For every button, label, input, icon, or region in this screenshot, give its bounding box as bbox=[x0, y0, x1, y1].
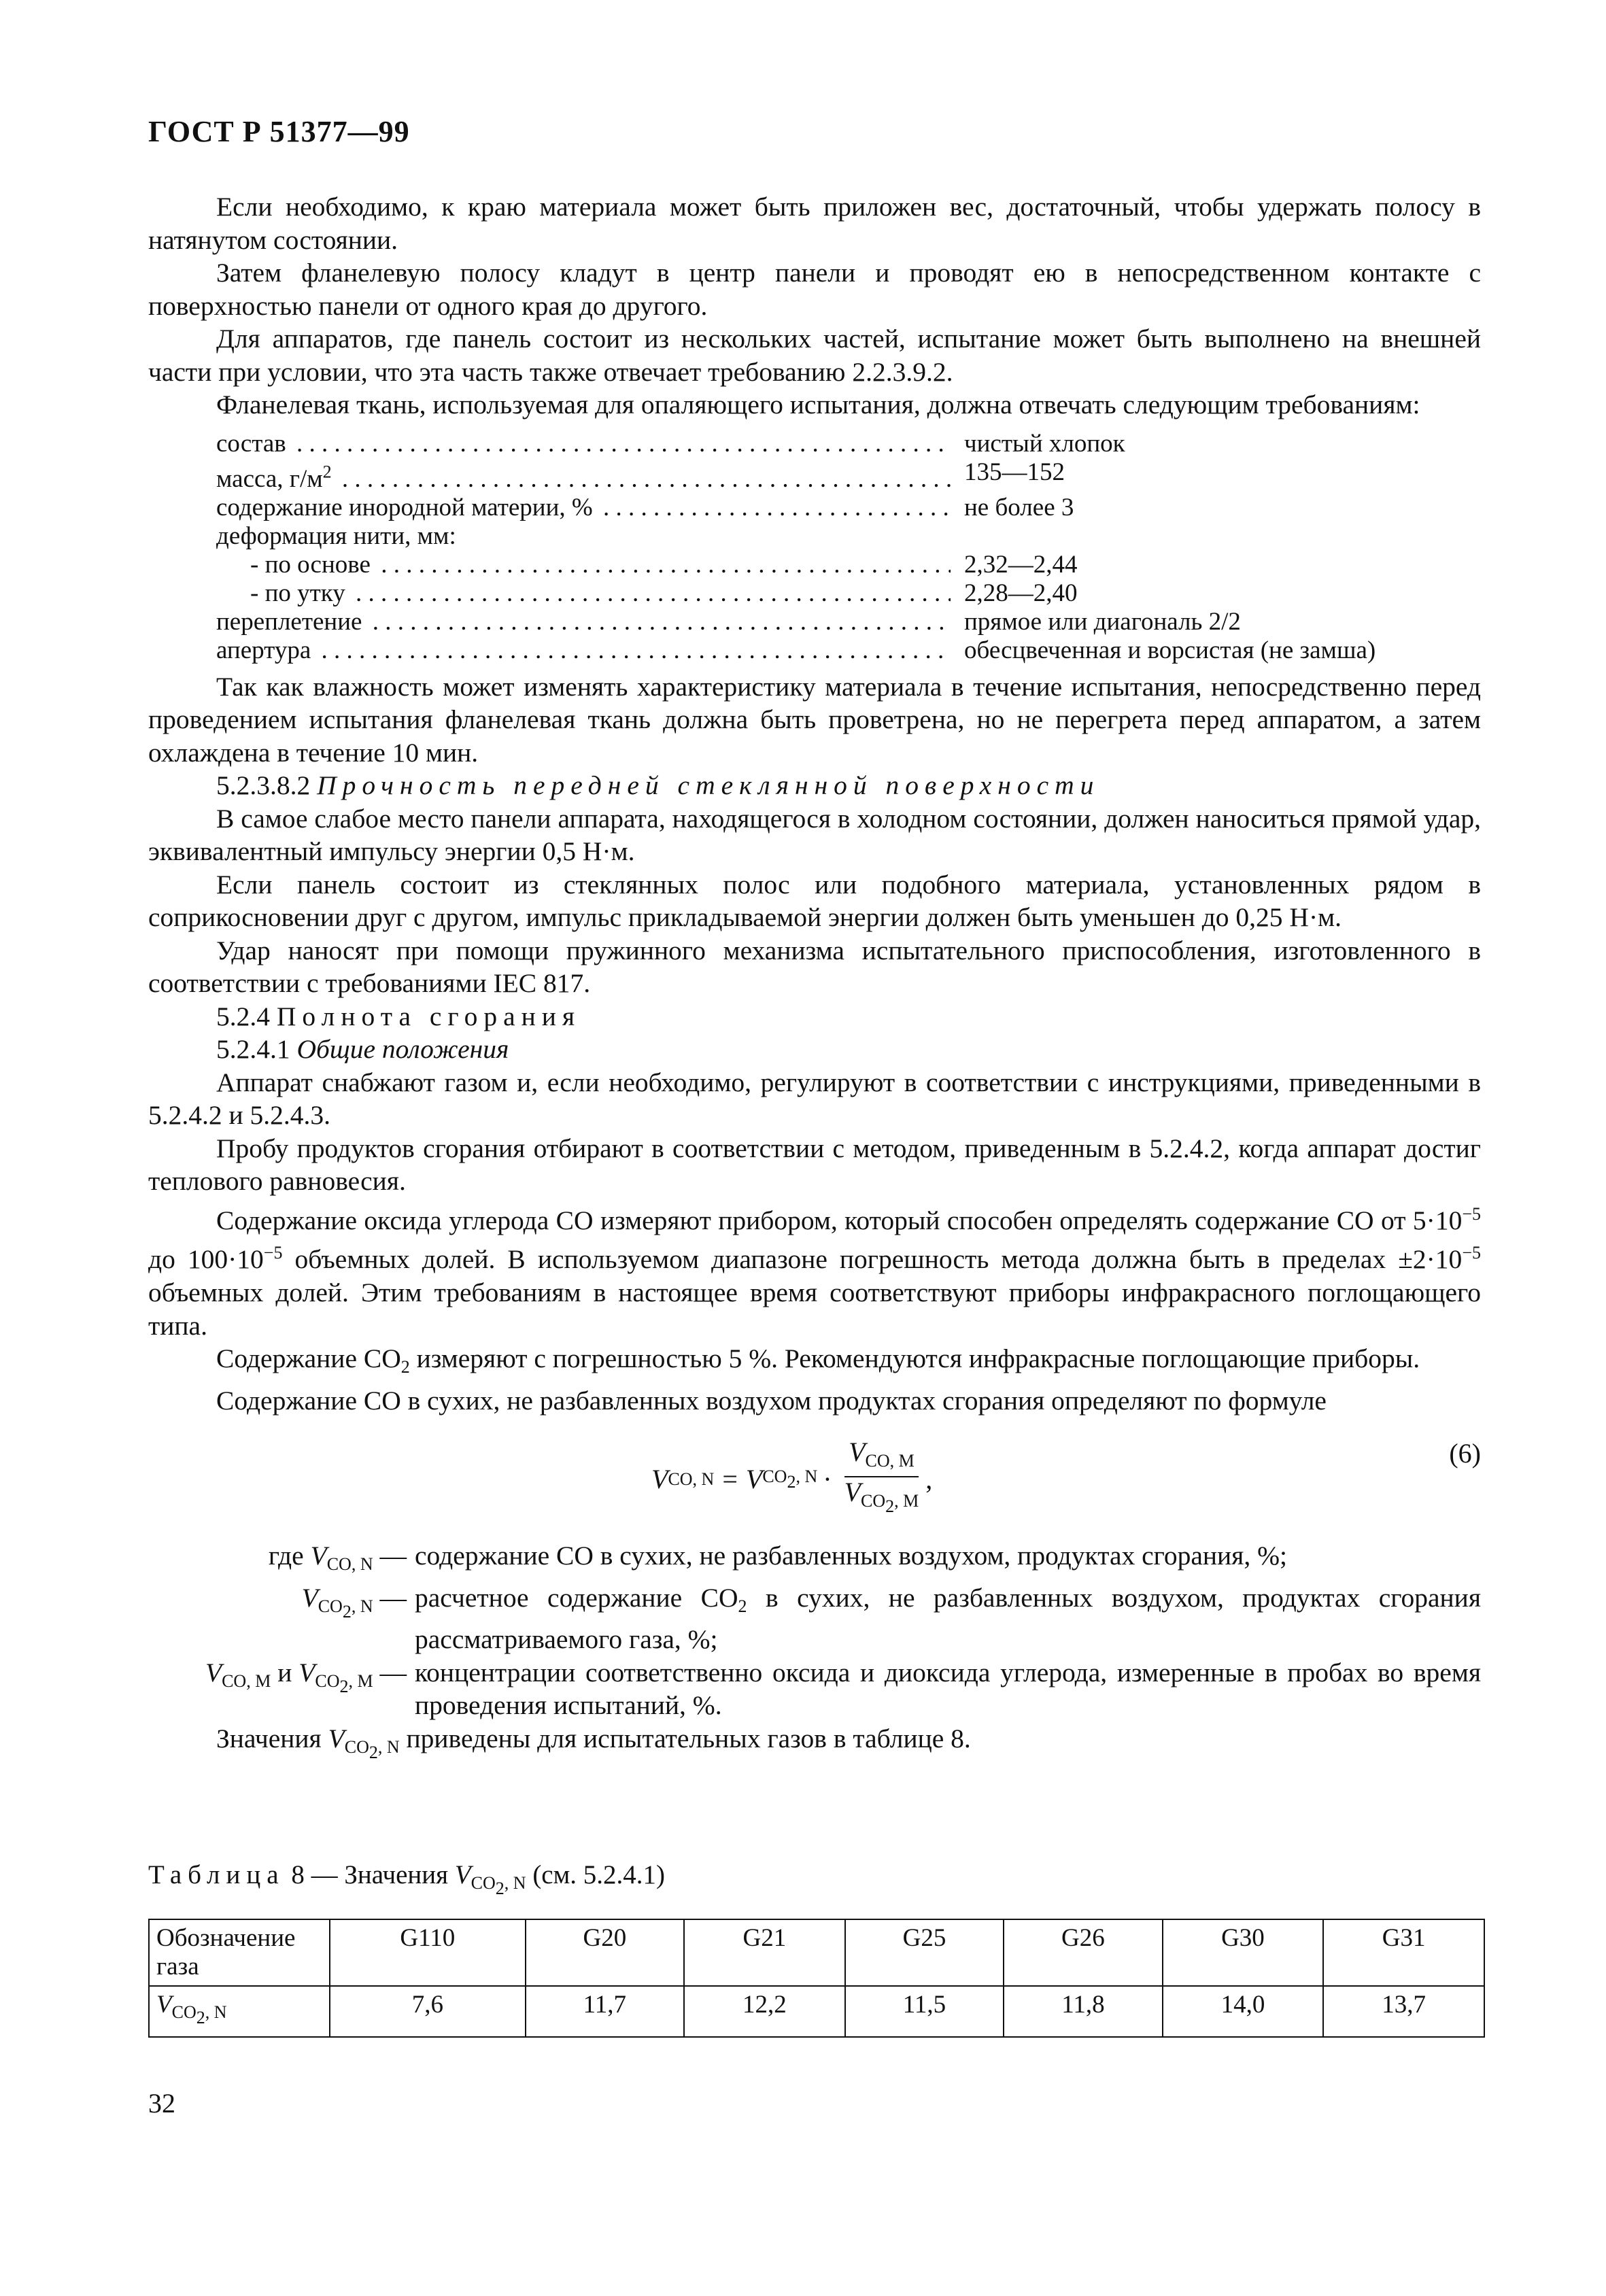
property-value: прямое или диагональ 2/2 bbox=[964, 607, 1241, 636]
property-value: 2,32—2,44 bbox=[964, 550, 1078, 579]
table-header-cell: G110 bbox=[330, 1919, 526, 1986]
table-header-cell: G30 bbox=[1163, 1919, 1324, 1986]
table-8 bbox=[148, 1919, 1485, 2038]
table-row-label: $V_{CO_2, N}$ bbox=[149, 1986, 330, 2037]
table-header-cell: Обозначение газа bbox=[149, 1919, 330, 1986]
property-row bbox=[216, 608, 1481, 636]
section-number: 5.2.4.1 bbox=[216, 1034, 290, 1065]
flannel-properties-list bbox=[216, 430, 1481, 665]
paragraph: Для аппаратов, где панель состоит из нескольких частей, испытание может быть выполнено на внешней части при условии, что эта часть также отвечает требованию 2.2.3.9.2. bbox=[148, 324, 1481, 387]
property-row bbox=[216, 458, 1481, 494]
property-name: масса, г/м bbox=[216, 464, 323, 493]
table-cell: 12,2 bbox=[684, 1986, 845, 2037]
formula-6 bbox=[148, 1424, 1481, 1526]
property-row bbox=[216, 430, 1481, 458]
table-header-cell: G20 bbox=[526, 1919, 684, 1986]
paragraph: Удар наносят при помощи пружинного механизма испытательного приспособления, изготовленного в соответствии с требованиями IEC 817. bbox=[148, 935, 1481, 999]
section-title: Прочность передней стеклянной поверхности bbox=[317, 770, 1100, 801]
table-row bbox=[149, 1986, 1484, 2037]
paragraph: В самое слабое место панели аппарата, находящегося в холодном состоянии, должен наноситься прямой удар, эквивалентный импульсу энергии 0,5 Н·м. bbox=[148, 803, 1481, 867]
paragraph: Если необходимо, к краю материала может быть приложен вес, достаточный, чтобы удержать полосу в натянутом состоянии. bbox=[148, 192, 1481, 255]
property-row bbox=[216, 551, 1481, 579]
paragraph: Затем фланелевую полосу кладут в центр панели и проводят ею в непосредственном контакте с поверхностью панели от одного края до другого. bbox=[148, 258, 1481, 321]
paragraph: Так как влажность может изменять характеристику материала в течение испытания, непосредственно перед проведением испытания фланелевая ткань должна быть проветрена, но не перегрета перед аппаратом, а затем охлаждена в течение 10 мин. bbox=[148, 671, 1481, 768]
property-row bbox=[216, 579, 1481, 608]
page-number: 32 bbox=[148, 2088, 175, 2119]
formula-fraction: $\frac{V_{CO, M}}{V_{CO_2, M}}$ bbox=[844, 1437, 919, 1517]
paragraph: Если панель состоит из стеклянных полос или подобного материала, установленных рядом в соприкосновении друг с другом, импульс прикладываемой энергии должен быть уменьшен до 0,25 Н·м. bbox=[148, 869, 1481, 933]
property-row bbox=[216, 494, 1481, 522]
section-title: Общие положения bbox=[296, 1034, 509, 1065]
table-cell: 13,7 bbox=[1323, 1986, 1484, 2037]
formula-body: V CO, N = V $CO_2$, N · $\frac{V_{CO, M}}{V_{CO_2, M}}$ , bbox=[651, 1437, 932, 1522]
table-header-cell: G25 bbox=[845, 1919, 1004, 1986]
legend-row: где $V_{CO, N}$ — содержание СО в сухих, не разбавленных воздухом, продуктах сгорания, %; bbox=[268, 1541, 1287, 1575]
property-value: 2,28—2,40 bbox=[964, 579, 1078, 607]
section-title: Полнота сгорания bbox=[276, 1001, 581, 1031]
formula-legend bbox=[148, 1539, 1481, 1722]
paragraph-values: Значения $V_{CO_2, N}$ приведены для испытательных газов в таблице 8. bbox=[216, 1723, 971, 1762]
property-name: состав bbox=[216, 430, 290, 458]
table-cell: 11,7 bbox=[526, 1986, 684, 2037]
legend-row: $V_{CO, M}$ и $V_{CO_2, M}$ — концентрации соответственно оксида и диоксида углерода, измеренные в пробах во время проведения испытаний, %. bbox=[205, 1657, 1481, 1721]
table-header-cell: G31 bbox=[1323, 1919, 1484, 1986]
paragraph-co2-measurement: Содержание $СО_2$ измеряют с погрешностью 5 %. Рекомендуются инфракрасные поглощающие приборы. bbox=[216, 1343, 1420, 1377]
property-row bbox=[216, 636, 1481, 665]
section-heading-5-2-3-8-2 bbox=[148, 769, 1481, 802]
section-number: 5.2.3.8.2 bbox=[216, 770, 311, 801]
paragraph: Пробу продуктов сгорания отбирают в соответствии с методом, приведенным в 5.2.4.2, когда аппарат достиг теплового равновесия. bbox=[148, 1133, 1481, 1197]
section-heading-5-2-4-1 bbox=[148, 1033, 1481, 1066]
property-value: чистый хлопок bbox=[964, 429, 1125, 458]
property-value: 135—152 bbox=[964, 458, 1065, 486]
property-name: переплетение bbox=[216, 608, 366, 636]
property-name: содержание инородной материи, % bbox=[216, 494, 597, 521]
property-name: - по утку bbox=[250, 579, 349, 607]
property-row bbox=[216, 522, 1481, 551]
table-cell: 14,0 bbox=[1163, 1986, 1324, 2037]
table-header-row bbox=[149, 1919, 1484, 1986]
property-value: не более 3 bbox=[964, 493, 1074, 521]
property-value: обесцвеченная и ворсистая (не замша) bbox=[964, 636, 1376, 664]
section-number: 5.2.4 bbox=[216, 1001, 270, 1031]
table-cell: 7,6 bbox=[330, 1986, 526, 2037]
paragraph: Содержание СО в сухих, не разбавленных воздухом продуктах сгорания определяют по формуле bbox=[216, 1385, 1327, 1416]
paragraph: Фланелевая ткань, используемая для опаляющего испытания, должна отвечать следующим требованиям: bbox=[216, 390, 1420, 419]
property-name-exponent: 2 bbox=[322, 462, 332, 482]
table-header-cell: G21 bbox=[684, 1919, 845, 1986]
property-name: деформация нити, мм: bbox=[216, 522, 460, 550]
table-cell: 11,5 bbox=[845, 1986, 1004, 2037]
section-heading-5-2-4 bbox=[148, 1000, 1481, 1033]
property-value bbox=[951, 522, 964, 551]
table-cell: 11,8 bbox=[1004, 1986, 1162, 2037]
paragraph-co-measurement: Содержание оксида углерода СО измеряют прибором, который способен определять содержание СО от $5\cdot 10^{-5}$ до $100\cdot 10^{-5}$ объемных долей. В используемом диапазоне погрешность метода должна быть в пределах $\pm 2\cdot 10^{-5}$ объемных долей. Этим требованиям в настоящее время соответствуют приборы инфракрасного поглощающего типа. bbox=[148, 1203, 1481, 1341]
formula-number: (6) bbox=[1449, 1438, 1481, 1469]
document-body bbox=[148, 190, 1481, 1769]
table-caption: Таблица 8 — Значения $V_{CO_2, N}$ (см. 5.2.4.1) bbox=[148, 1860, 666, 1898]
property-name: апертура bbox=[216, 636, 315, 664]
paragraph: Аппарат снабжают газом и, если необходимо, регулируют в соответствии с инструкциями, приведенными в 5.2.4.2 и 5.2.4.3. bbox=[148, 1067, 1481, 1131]
table-header-cell: G26 bbox=[1004, 1919, 1162, 1986]
property-name: - по основе bbox=[250, 551, 375, 579]
document-header: ГОСТ Р 51377—99 bbox=[148, 115, 410, 148]
legend-row: $V_{CO_2, N}$ — расчетное содержание $СО_2$ в сухих, не разбавленных воздухом, продуктах сгорания рассматриваемого газа, %; bbox=[301, 1582, 1481, 1655]
